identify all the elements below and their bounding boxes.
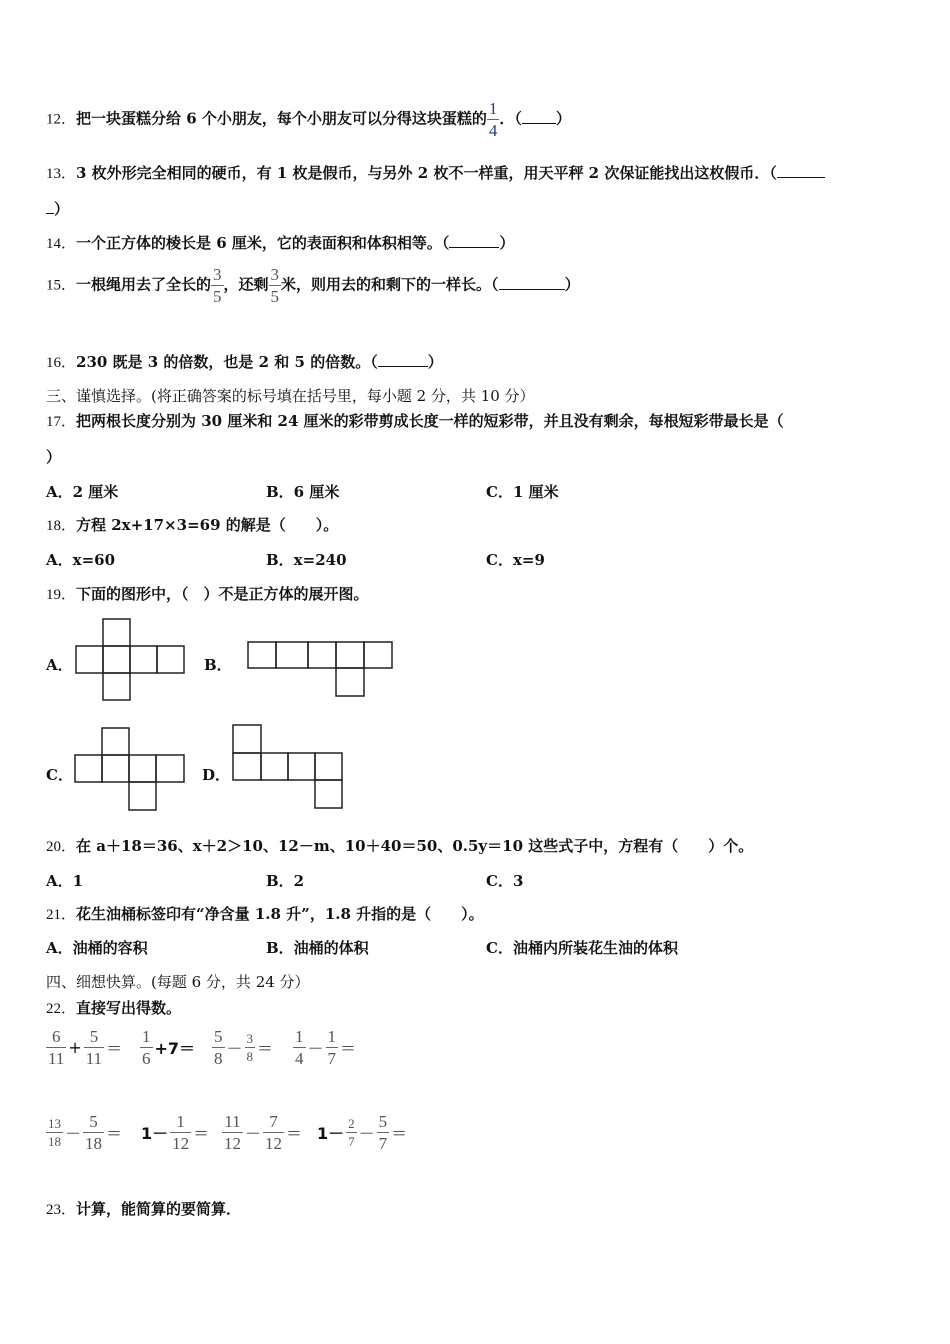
question-17-close: ）: [46, 448, 62, 466]
question-number: 23．: [46, 1202, 77, 1218]
answer-blank-cont[interactable]: [46, 201, 54, 214]
question-19: [46, 583, 369, 604]
question-13-cont: ）: [46, 198, 69, 219]
question-text: 方程 2x+17×3=69 的解是（ ）。: [76, 516, 339, 534]
question-21: [46, 903, 484, 924]
calc-expression: $\frac{11}{12}$ － $\frac{7}{12}$ ＝: [224, 1112, 303, 1153]
question-number: 21．: [46, 907, 77, 923]
option-b[interactable]: B．x=240: [266, 551, 347, 569]
question-number: 14．: [46, 236, 77, 252]
question-number: 19．: [46, 587, 77, 603]
option-a[interactable]: A．2 厘米: [46, 483, 119, 501]
question-18: [46, 514, 338, 535]
option-b[interactable]: B．油桶的体积: [266, 939, 369, 957]
question-number: 15．: [46, 277, 77, 294]
question-text: 计算，能简算的要简算．: [76, 1200, 242, 1218]
option-a[interactable]: A．x=60: [46, 551, 116, 569]
answer-blank[interactable]: [777, 165, 825, 178]
question-number: 12．: [46, 111, 77, 128]
option-c[interactable]: C．1 厘米: [486, 483, 559, 501]
question-22: [46, 997, 181, 1018]
cube-net-a: [75, 618, 187, 702]
cube-net-b: [247, 641, 395, 699]
net-label-a[interactable]: A．: [46, 656, 73, 674]
question-number: 16．: [46, 355, 77, 371]
calc-expression: $\frac{1}{4}$ － $\frac{1}{7}$ ＝: [295, 1027, 357, 1068]
question-20: [46, 835, 753, 856]
fraction: $\frac{3}{5}$: [213, 265, 222, 306]
question-text: 在 a＋18＝36、x＋2＞10、12－m、10＋40＝50、0.5y＝10 这些式子中，方程有（ ）个。: [76, 837, 754, 855]
answer-blank[interactable]: [378, 354, 428, 367]
calc-expression: 1－ $\frac{1}{12}$ ＝: [141, 1112, 210, 1153]
question-number: 22．: [46, 1001, 77, 1017]
cube-net-d: [232, 724, 346, 810]
cube-net-c: [74, 727, 188, 813]
net-label-c[interactable]: C．: [46, 766, 73, 784]
answer-blank[interactable]: [449, 235, 499, 248]
option-b[interactable]: B．2: [266, 872, 305, 890]
question-23: [46, 1198, 241, 1219]
option-c[interactable]: C．油桶内所装花生油的体积: [486, 939, 678, 957]
question-number: 13．: [46, 166, 77, 182]
question-text: 下面的图形中，（ ）不是正方体的展开图。: [76, 585, 369, 603]
option-a[interactable]: A．油桶的容积: [46, 939, 148, 957]
calc-expression: $\frac{1}{6}$ +7＝: [142, 1027, 196, 1068]
net-label-d[interactable]: D．: [202, 766, 231, 784]
option-a[interactable]: A．1: [46, 872, 84, 890]
question-16: 16．230 既是 3 的倍数，也是 2 和 5 的倍数。（ ）: [46, 353, 443, 371]
question-15: 15．一根绳用去了全长的 $\frac{3}{5}$ ，还剩 $\frac{3}{5}$ 米，则用去的和剩下的一样长。（ ）: [46, 265, 580, 306]
question-number: 20．: [46, 839, 77, 855]
option-c[interactable]: C．3: [486, 872, 524, 890]
answer-blank[interactable]: [499, 277, 565, 290]
question-text: 直接写出得数。: [76, 999, 182, 1017]
question-number: 18．: [46, 518, 77, 534]
calc-expression: $\frac{13}{18}$ － $\frac{5}{18}$ ＝: [48, 1112, 123, 1153]
question-text: 一个正方体的棱长是 6 厘米，它的表面积和体积相等。（: [76, 234, 450, 252]
calc-expression: 1－ $\frac{2}{7}$ － $\frac{5}{7}$ ＝: [317, 1112, 408, 1153]
question-number: 17．: [46, 414, 77, 430]
question-text: 230 既是 3 的倍数，也是 2 和 5 的倍数。（: [76, 353, 378, 371]
option-b[interactable]: B．6 厘米: [266, 483, 340, 501]
option-c[interactable]: C．x=9: [486, 551, 545, 569]
question-text: 3 枚外形完全相同的硬币，有 1 枚是假币，与另外 2 枚不一样重，用天平秤 2 次保证能找出这枚假币．（: [76, 164, 777, 182]
question-12: 12．把一块蛋糕分给 6 个小朋友，每个小朋友可以分得这块蛋糕的 $\frac{1}{4}$ ．（ ）: [46, 99, 571, 140]
fraction: $\frac{1}{4}$: [488, 99, 498, 140]
answer-blank[interactable]: [522, 111, 556, 124]
question-17: [46, 410, 784, 431]
question-13: [46, 162, 825, 183]
question-14: 14．一个正方体的棱长是 6 厘米，它的表面积和体积相等。（ ）: [46, 234, 515, 252]
question-text: 花生油桶标签印有“净含量 1.8 升”，1.8 升指的是（ ）。: [76, 905, 484, 923]
fraction: $\frac{3}{5}$: [270, 265, 280, 306]
question-text: 把两根长度分别为 30 厘米和 24 厘米的彩带剪成长度一样的短彩带，并且没有剩余，每根短彩带最长是（: [76, 412, 784, 430]
question-text: 把一块蛋糕分给 6 个小朋友，每个小朋友可以分得这块蛋糕的: [76, 109, 487, 128]
net-label-b[interactable]: B．: [204, 656, 232, 674]
section-4-title: 四、细想快算。(每题 6 分，共 24 分）: [46, 973, 310, 991]
calc-expression: $\frac{5}{8}$ － $\frac{3}{8}$ ＝: [214, 1027, 274, 1068]
question-text: 一根绳用去了全长的: [76, 275, 212, 294]
calc-expression: $\frac{6}{11}$ + $\frac{5}{11}$ ＝: [48, 1027, 123, 1068]
section-3-title: 三、谨慎选择。(将正确答案的标号填在括号里，每小题 2 分，共 10 分）: [46, 387, 535, 405]
